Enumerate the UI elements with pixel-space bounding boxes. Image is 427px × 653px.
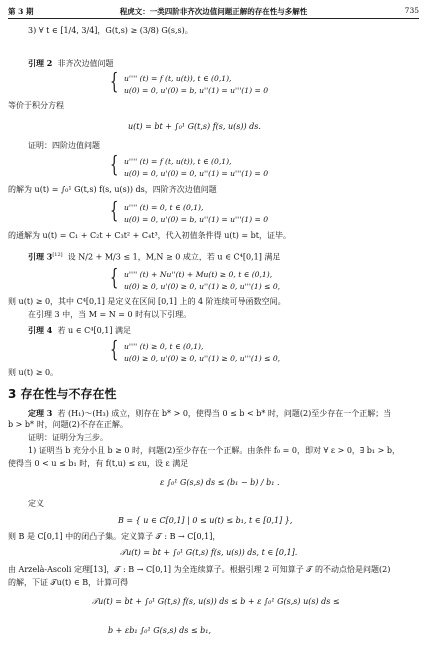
equivalence-text: 等价于积分方程 xyxy=(8,101,64,110)
theorem-3-text-2: b > b* 时，问题(2)不存在正解。 xyxy=(8,420,128,429)
fixed-point-text: 的解，下证 𝒯u(t) ∈ B，计算可得 xyxy=(8,578,129,587)
system-4-line-2: u(0) ≥ 0, u'(0) ≥ 0, u''(1) ≥ 0, u'''(1) ≤ 0, xyxy=(124,282,281,291)
theorem-3-text-1: 若 (H₁)～(H₃) 成立，则存在 b* > 0，使得当 0 ≤ b < b* 时，问题(2)至少存在一个正解；当 xyxy=(57,409,392,418)
solution-text: 的解为 u(t) = ∫₀¹ G(t,s) f(s, u(s)) ds，四阶齐次边值问题 xyxy=(8,185,217,194)
lemma-4-heading xyxy=(28,325,131,336)
definition-text: 定义 xyxy=(28,499,44,508)
arzela-ascoli-text: 由 Arzelà-Ascoli 定理[13]，𝒯 : B → C[0,1] 为全连续算子。根据引理 2 可知算子 𝒯 的不动点恰是问题(2) xyxy=(8,565,391,574)
lemma-3-label: 引理 3 xyxy=(28,251,53,262)
system-2-line-1: u'''' (t) = f (t, u(t)), t ∈ (0,1), xyxy=(124,157,232,166)
system-3-line-2: u(0) = 0, u'(0) = b, u''(1) = u'''(1) = 0 xyxy=(124,215,269,224)
running-title: 程虎文：一类四阶非齐次边值问题正解的存在性与多解性 xyxy=(119,7,308,16)
estimate-line-1: 𝒯u(t) = bt + ∫₀¹ G(t,s) f(s, u(s)) ds ≤ b + ε ∫₀¹ G(s,s) u(s) ds ≤ xyxy=(92,597,340,606)
step-1-text: 1) 证明当 b 充分小且 b ≥ 0 时，问题(2)至少存在一个正解。由条件 f₀ = 0，即对 ∀ ε > 0，∃ b₁ > b， xyxy=(28,446,401,455)
step-1-condition: 使得当 0 < u ≤ b₁ 时，有 f(t,u) ≤ εu，设 ε 满足 xyxy=(8,459,189,468)
system-4-line-1: u'''' (t) + Nu''(t) + Mu(t) ≥ 0, t ∈ (0,1), xyxy=(124,270,273,279)
proof-steps-intro: 证明：证明分为三步。 xyxy=(28,433,108,442)
left-brace: { xyxy=(110,153,119,178)
operator-T-definition: 𝒯u(t) = bt + ∫₀¹ G(t,s) f(s, u(s)) ds, t ∈ [0,1]. xyxy=(120,548,298,557)
system-2-line-2: u(0) = 0, u'(0) = 0, u''(1) = u'''(1) = 0 xyxy=(124,169,269,178)
lemma-2-label: 引理 2 xyxy=(28,58,53,68)
estimate-line-2: b + εb₁ ∫₀¹ G(s,s) ds ≤ b₁, xyxy=(108,626,212,635)
property-3: 3) ∀ t ∈ [1/4, 3/4]，G(t,s) ≥ (3/8) G(s,s)。 xyxy=(28,26,193,35)
general-solution-text: 的通解为 u(t) = C₁ + C₂t + C₃t² + C₄t³，代入初值条件得 u(t) = bt，证毕。 xyxy=(8,231,291,240)
section-heading: 3 存在性与不存在性 xyxy=(8,387,117,401)
system-5-line-2: u(0) ≥ 0, u'(0) ≥ 0, u''(1) ≥ 0, u'''(1) ≤ 0, xyxy=(124,354,281,363)
page-number: 735 xyxy=(404,6,419,15)
system-1-line-2: u(0) = 0, u'(0) = b, u''(1) = u'''(1) = 0 xyxy=(124,86,269,95)
lemma-2-text: 非齐次边值问题 xyxy=(57,59,114,68)
system-3-line-1: u'''' (t) = 0, t ∈ (0,1), xyxy=(124,203,204,212)
epsilon-inequality: ε ∫₀¹ G(s,s) ds ≤ (b₁ − b) / b₁ . xyxy=(160,478,280,487)
theorem-3-label: 定理 3 xyxy=(28,408,53,418)
lemma-2-heading xyxy=(28,58,113,69)
lemma-3-text: 设 N/2 + M/3 ≤ 1，M,N ≥ 0 成立，若 u ∈ C⁴[0,1] 满足 xyxy=(67,252,281,262)
integral-equation-1: u(t) = bt + ∫₀¹ G(t,s) f(s, u(s)) ds. xyxy=(128,122,261,131)
proof-intro: 证明：四阶边值问题 xyxy=(28,141,100,150)
left-brace: { xyxy=(110,199,119,224)
lemma-4-text: 若 u ∈ C⁴[0,1] 满足 xyxy=(57,326,131,335)
left-brace: { xyxy=(110,338,119,363)
theorem-3 xyxy=(28,408,391,419)
closed-convex-text: 则 B 是 C[0,1] 中的闭凸子集。定义算子 𝒯 : B → C[0,1]， xyxy=(8,532,221,541)
left-brace: { xyxy=(110,70,119,95)
header-rule xyxy=(8,18,419,19)
lemma-3-conclusion: 则 u(t) ≥ 0，其中 C⁴[0,1] 是定义在区间 [0,1] 上的 4 阶连续可导函数空间。 xyxy=(8,297,286,306)
system-1-line-1: u'''' (t) = f (t, u(t)), t ∈ (0,1), xyxy=(124,74,232,83)
left-brace: { xyxy=(110,266,119,291)
lemma-4-label: 引理 4 xyxy=(28,325,53,335)
lemma-4-conclusion: 则 u(t) ≥ 0。 xyxy=(8,368,59,377)
system-5-line-1: u'''' (t) ≥ 0, t ∈ (0,1), xyxy=(124,342,204,351)
lemma-3-heading xyxy=(28,250,280,263)
page-header xyxy=(8,4,419,18)
issue-number: 第 3 期 xyxy=(8,7,34,16)
lemma-3-remark: 在引理 3 中，当 M = N = 0 时有以下引理。 xyxy=(28,310,192,319)
set-B-definition: B = { u ∈ C[0,1] | 0 ≤ u(t) ≤ b₁, t ∈ [0,1] }, xyxy=(118,516,293,525)
lemma-3-citation: [12] xyxy=(52,252,63,258)
